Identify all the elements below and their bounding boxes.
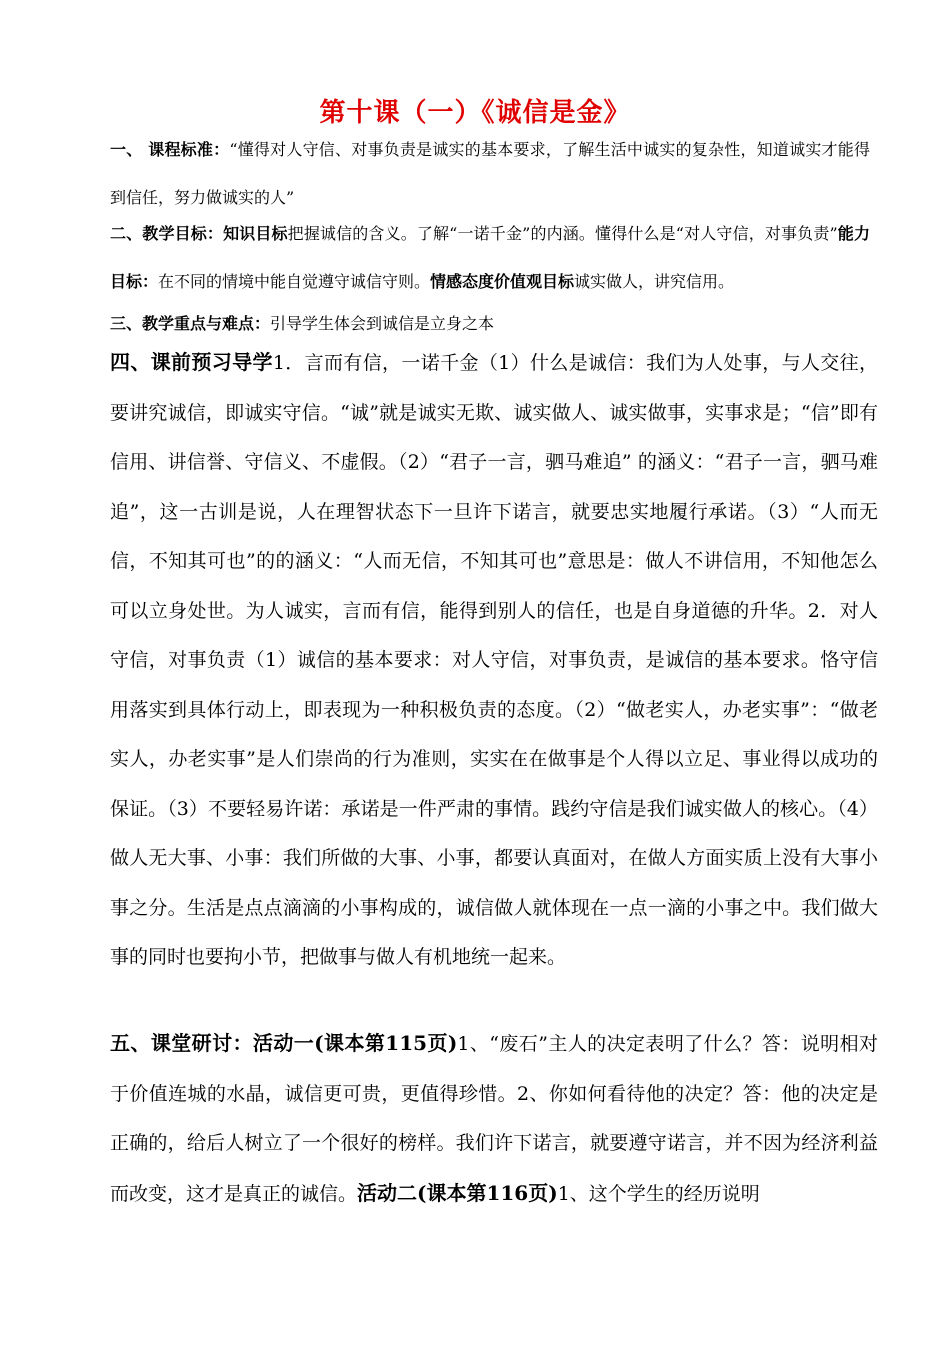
- section-body: 1．言而有信，一诺千金（1）什么是诚信：我们为人处事，与人交往，要讲究诚信，即诚实守信。“诚”就是诚实无欺、诚实做人、诚实做事，实事求是；“信”即有信用、讲信誉、守信义、不虚假。（2）“君子一言，驷马难追” 的涵义：“君子一言，驷马难追”，这一古训是说，人在理智状态下一旦许下诺言，就要忠实地履行承诺。（3）“人而无信，不知其可也”的的涵义：“人而无信，不知其可也”意思是：做人不讲信用，不知他怎么可以立身处世。为人诚实，言而有信，能得到别人的信任，也是自身道德的升华。2．对人守信，对事负责（1）诚信的基本要求：对人守信，对事负责，是诚信的基本要求。恪守信用落实到具体行动上，即表现为一种积极负责的态度。（2）“做老实人，办老实事”：“做老实人，办老实事”是人们崇尚的行为准则，实实在在做事是个人得以立足、事业得以成功的保证。（3）不要轻易许诺：承诺是一件严肃的事情。践约守信是我们诚实做人的核心。（4）做人无大事、小事：我们所做的大事、小事，都要认真面对，在做人方面实质上没有大事小事之分。生活是点点滴滴的小事构成的，诚信做人就体现在一点一滴的小事之中。我们做大事的同时也要拘小节，把做事与做人有机地统一起来。: [110, 352, 879, 968]
- emotion-goal-label: 情感态度价值观目标: [430, 272, 575, 291]
- ability-goal-text: 在不同的情境中能自觉遵守诚信守则。: [158, 272, 431, 291]
- section-heading: 三、教学重点与难点：: [110, 314, 271, 333]
- section-heading: 一、 课程标准：: [110, 140, 230, 159]
- activity-two-body: 1、这个学生的经历说明: [557, 1182, 760, 1205]
- section-heading: 五、课堂研讨：活动一(课本第115页): [110, 1031, 458, 1055]
- section-preview-guide: [110, 338, 878, 983]
- section-body: “懂得对人守信、对事负责是诚实的基本要求，了解生活中诚实的复杂性，知道诚实才能得到信任，努力做诚实的人”: [110, 140, 870, 207]
- section-class-discussion: [110, 1019, 878, 1219]
- emotion-goal-text: 诚实做人，讲究信用。: [574, 272, 735, 291]
- section-body: 引导学生体会到诚信是立身之本: [270, 314, 495, 333]
- section-curriculum-standard: [110, 126, 870, 222]
- ability-goal-label: 能力目标：: [110, 224, 870, 291]
- activity-one-body: 1、“废石”主人的决定表明了什么？答：说明相对于价值连城的水晶，诚信更可贵，更值得珍惜。2、你如何看待他的决定？答：他的决定是正确的，给后人树立了一个很好的榜样。我们许下诺言，就要遵守诺言，并不因为经济利益而改变，这才是真正的诚信。: [110, 1033, 878, 1205]
- activity-two-label: 活动二(课本第116页): [357, 1180, 558, 1205]
- section-heading: 二、教学目标：: [110, 224, 224, 243]
- knowledge-goal-text: 把握诚信的含义。了解“一诺千金”的内涵。懂得什么是“对人守信，对事负责”: [287, 224, 838, 243]
- section-teaching-goals: [110, 210, 870, 306]
- knowledge-goal-label: 知识目标: [223, 224, 288, 243]
- page-title: 第十课（一）《诚信是金》: [319, 98, 631, 128]
- section-heading: 四、课前预习导学: [110, 350, 273, 374]
